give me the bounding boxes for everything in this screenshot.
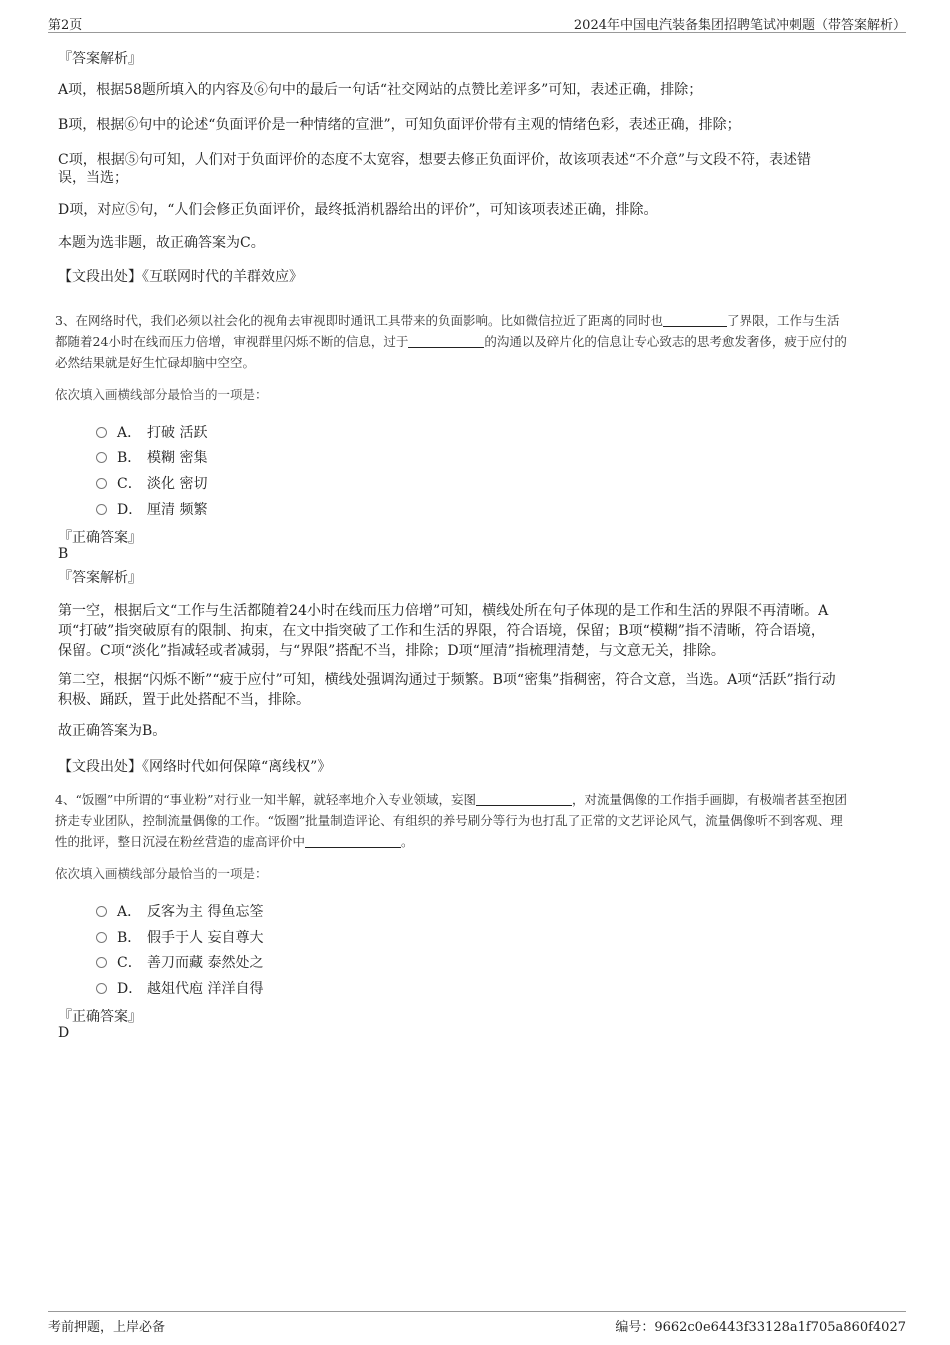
q3-analysis-p2: 第二空，根据“闪烁不断”“疲于应付”可知，横线处强调沟通过于频繁。B项“密集”指稠密，符合文意，当选。A项“活跃”指行动 积极、踊跃，置于此处搭配不当，排除。 [58, 672, 836, 708]
page-number: 第2页 [48, 18, 83, 33]
analysis-label: 『答案解析』 [58, 570, 142, 586]
question-4-hint: 依次填入画横线部分最恰当的一项是： [55, 866, 268, 881]
correct-answer: B [58, 546, 69, 562]
blank-2 [305, 833, 401, 848]
q4-option-c[interactable]: C． 善刀而藏 泰然处之 [96, 952, 263, 972]
radio-icon[interactable] [96, 478, 107, 489]
q3-option-a[interactable]: A． 打破 活跃 [96, 422, 207, 442]
document-title: 2024年中国电汽装备集团招聘笔试冲刺题（带答案解析） [573, 18, 906, 33]
correct-answer: D [58, 1025, 70, 1041]
page-header [48, 12, 906, 33]
document-id: 编号：9662c0e6443f33128a1f705a860f4027 [615, 1320, 906, 1335]
q4-option-d[interactable]: D． 越俎代庖 洋洋自得 [96, 978, 263, 998]
radio-icon[interactable] [96, 427, 107, 438]
q3-option-d[interactable]: D． 厘清 频繁 [96, 499, 207, 519]
q3-option-c[interactable]: C． 淡化 密切 [96, 473, 207, 493]
page-footer [48, 1311, 906, 1334]
q4-option-b[interactable]: B． 假手于人 妄自尊大 [96, 927, 263, 947]
blank-2 [408, 333, 484, 348]
radio-icon[interactable] [96, 906, 107, 917]
blank-1 [476, 791, 572, 806]
radio-icon[interactable] [96, 957, 107, 968]
radio-icon[interactable] [96, 504, 107, 515]
analysis-conclusion: 本题为选非题，故正确答案为C。 [58, 235, 265, 251]
question-3-hint: 依次填入画横线部分最恰当的一项是： [55, 387, 268, 402]
analysis-a: A项，根据58题所填入的内容及⑥句中的最后一句话“社交网站的点赞比差评多”可知，表述正确，排除； [58, 82, 703, 98]
correct-answer-label: 『正确答案』 [58, 530, 142, 546]
question-4-text: 4、“饭圈”中所谓的“事业粉”对行业一知半解，就轻率地介入专业领域，妄图 ，对流量偶像的工作指手画脚，有极端者甚至抱团 挤走专业团队，控制流量偶像的工作。“饭圈”批量制造评论、有组织的养号刷分等行为也打乱了正常的文艺评论风气，流量偶像听不到客观、理 性的批评，整日沉浸在粉丝营造的虚高评价中 。 [55, 792, 848, 849]
analysis-c-line2: 误，当选； [58, 170, 128, 186]
radio-icon[interactable] [96, 932, 107, 943]
question-3-text: 3、在网络时代，我们必须以社会化的视角去审视即时通讯工具带来的负面影响。比如微信拉近了距离的同时也 了界限，工作与生活 都随着24小时在线而压力倍增，审视群里闪烁不断的信息，过于 的沟通以及碎片化的信息让专心致志的思考愈发奢侈，疲于应付的 必然结果就是好生忙碌却脑中空空。 [55, 313, 847, 370]
source-citation: 【文段出处】《互联网时代的羊群效应》 [58, 269, 303, 285]
radio-icon[interactable] [96, 983, 107, 994]
correct-answer-label: 『正确答案』 [58, 1009, 142, 1025]
q3-option-b[interactable]: B． 模糊 密集 [96, 447, 207, 467]
blank-1 [663, 312, 727, 327]
analysis-label: 『答案解析』 [58, 51, 142, 67]
radio-icon[interactable] [96, 452, 107, 463]
source-citation: 【文段出处】《网络时代如何保障“离线权”》 [58, 759, 332, 775]
analysis-d: D项，对应⑤句，“人们会修正负面评价，最终抵消机器给出的评价”，可知该项表述正确，排除。 [58, 202, 658, 218]
q3-analysis-p1: 第一空，根据后文“工作与生活都随着24小时在线而压力倍增”可知，横线处所在句子体现的是工作和生活的界限不再清晰。A 项“打破”指突破原有的限制、拘束，在文中指突破了工作和生活的界限，符合语境，保留；B项“模糊”指不清晰，符合语境， 保留。C项“淡化”指减轻或者减弱，与“界限”搭配不当，排除；D项“厘清”指梳理清楚，与文意无关，排除。 [58, 603, 829, 659]
q3-conclusion: 故正确答案为B。 [58, 723, 167, 739]
footer-slogan: 考前押题，上岸必备 [48, 1320, 166, 1335]
q4-option-a[interactable]: A． 反客为主 得鱼忘筌 [96, 901, 263, 921]
analysis-c-line1: C项，根据⑤句可知，人们对于负面评价的态度不太宽容，想要去修正负面评价，故该项表述“不介意”与文段不符，表述错 [58, 152, 812, 168]
analysis-b: B项，根据⑥句中的论述“负面评价是一种情绪的宣泄”，可知负面评价带有主观的情绪色彩，表述正确，排除； [58, 117, 741, 133]
